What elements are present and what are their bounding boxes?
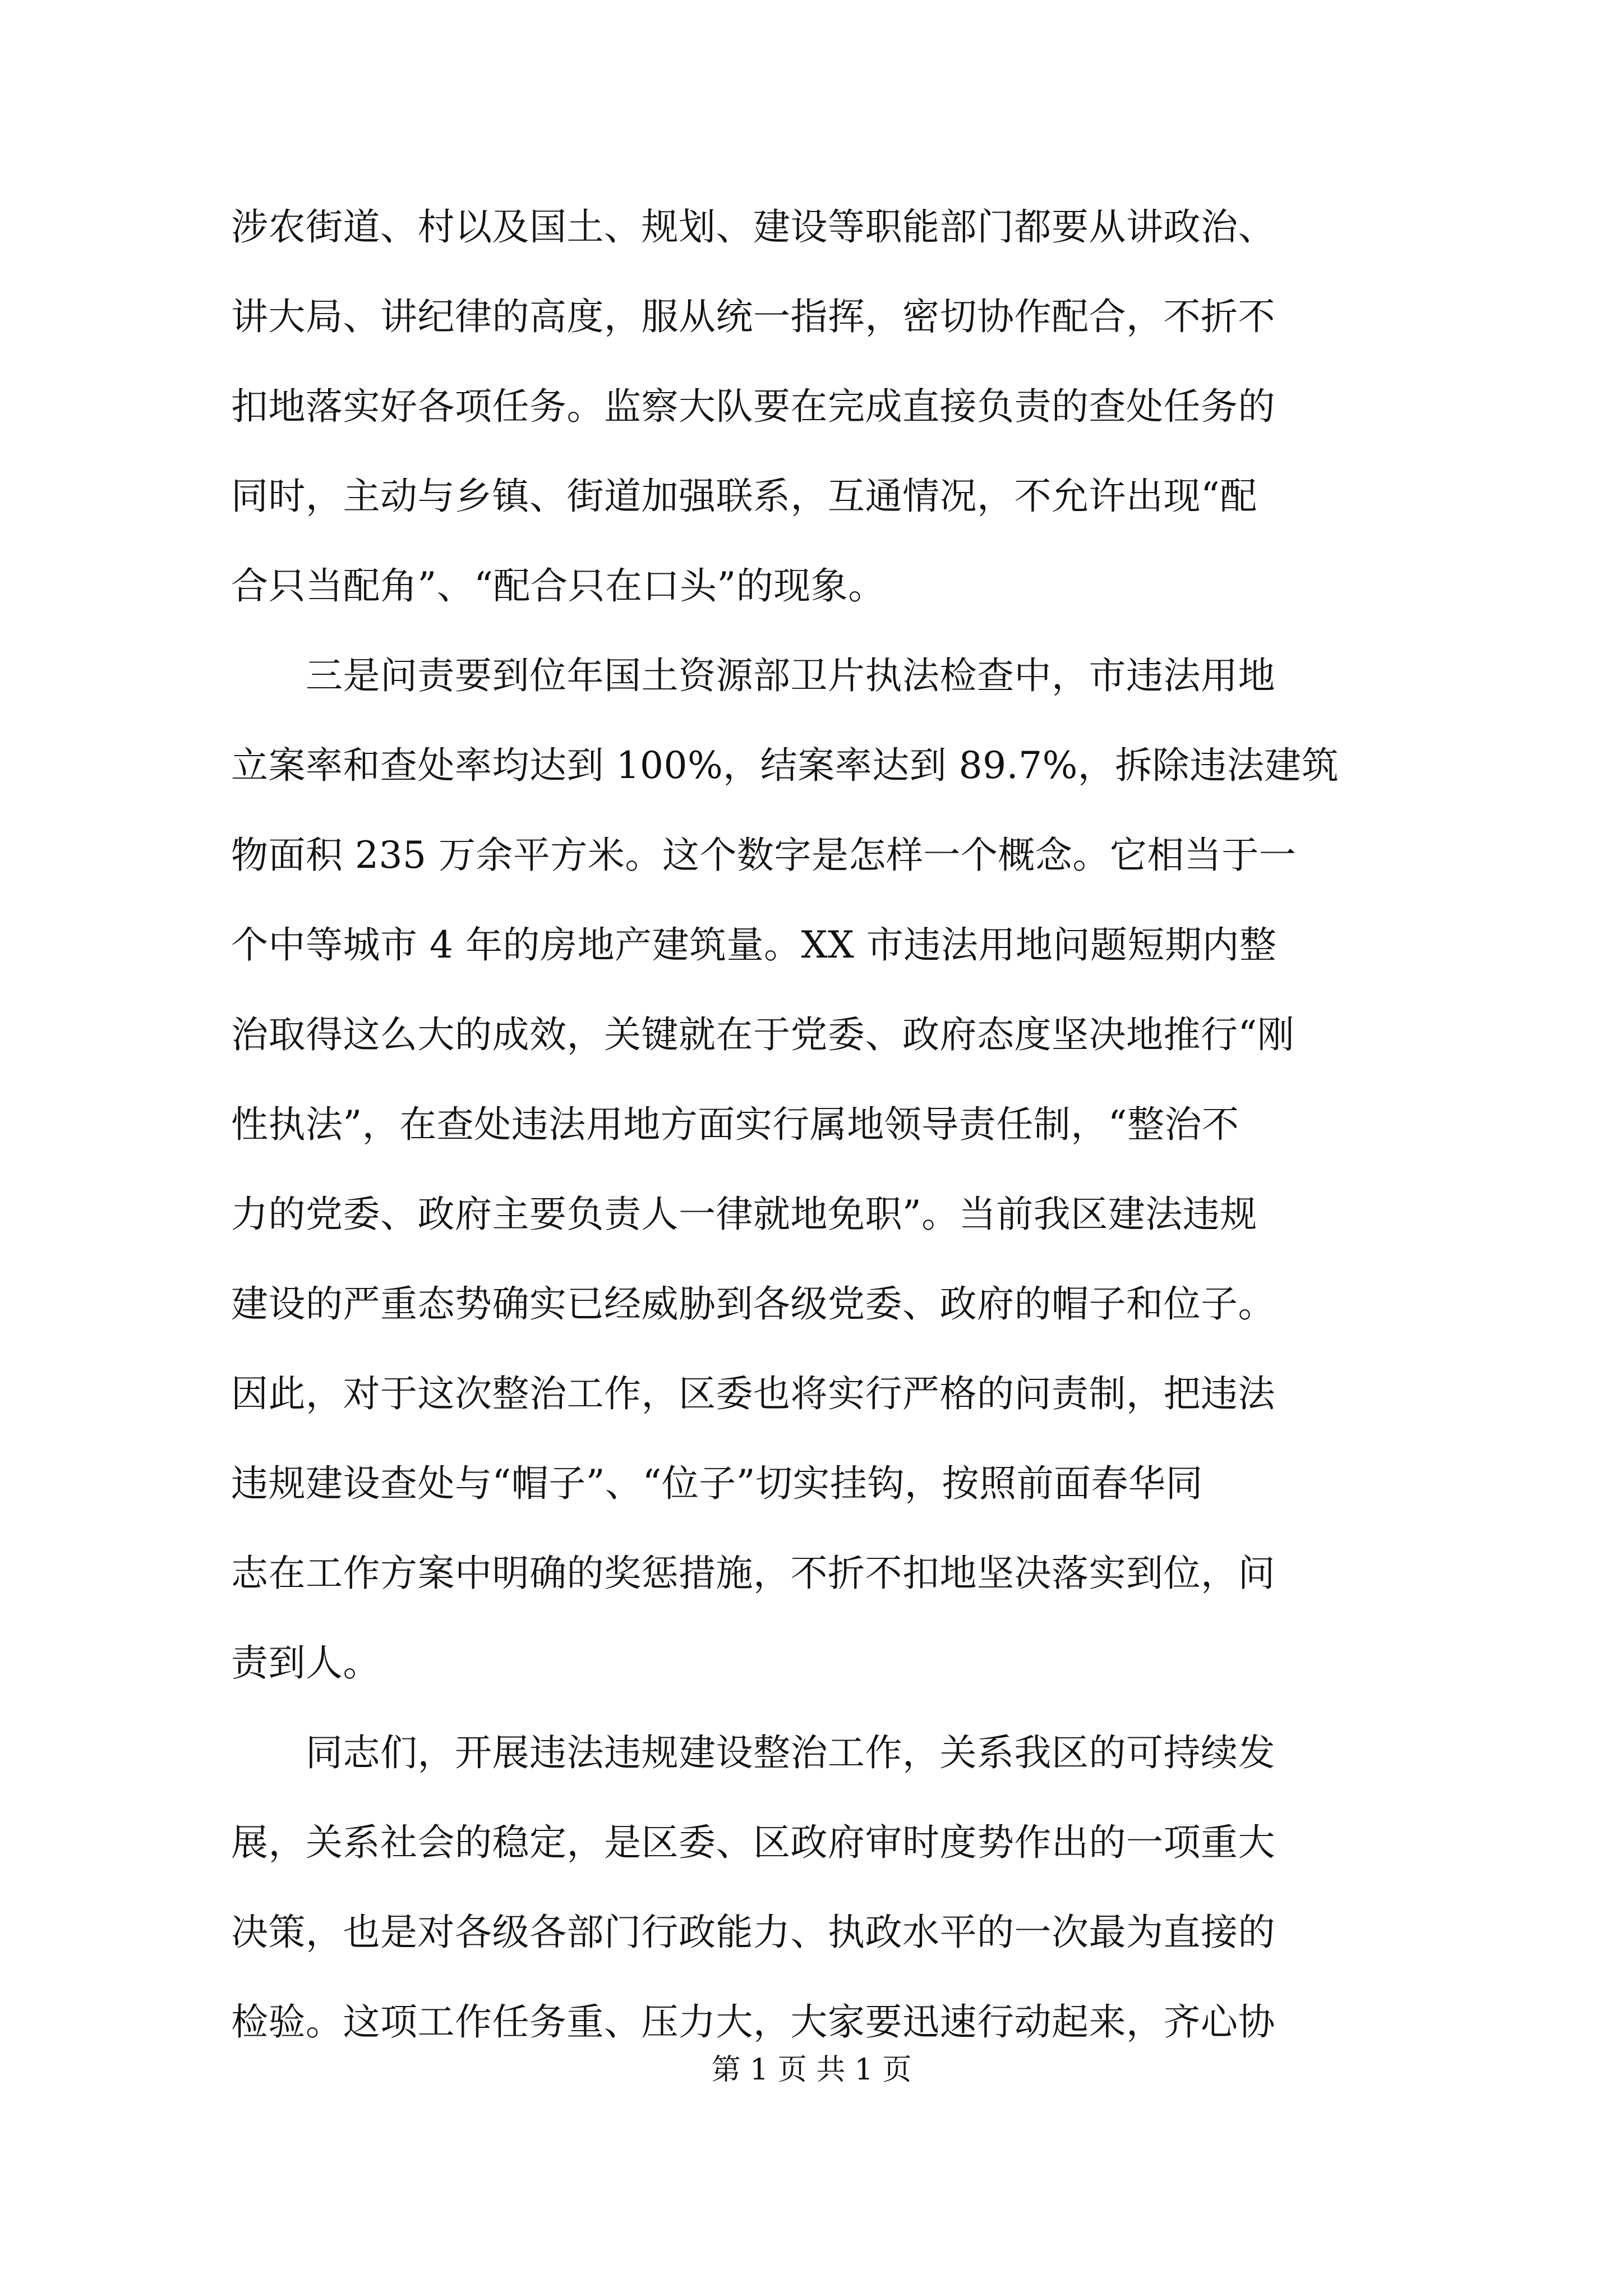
text-line: 责到人。 [231,1641,380,1685]
document-body [231,182,1431,2067]
text-line: 治取得这么大的成效，关键就在于党委、政府态度坚决地推行“刚 [231,1013,1295,1056]
page-footer [0,2050,1623,2090]
text-line: 志在工作方案中明确的奖惩措施，不折不扣地坚决落实到位，问 [231,1552,1275,1595]
text-line: 合只当配角”、“配合只在口头”的现象。 [231,564,886,608]
text-line: 涉农街道、村以及国土、规划、建设等职能部门都要从讲政治、 [231,205,1275,249]
text-line: 同时，主动与乡镇、街道加强联系，互通情况，不允许出现“配 [231,475,1257,518]
text-line: 个中等城市 4 年的房地产建筑量。XX 市违法用地问题短期内整 [231,923,1277,967]
text-line: 扣地落实好各项任务。监察大队要在完成直接负责的查处任务的 [231,385,1275,428]
text-line: 三是问责要到位年国土资源部卫片执法检查中，市违法用地 [231,654,1275,697]
text-line: 展，关系社会的稳定，是区委、区政府审时度势作出的一项重大 [231,1821,1275,1864]
text-line: 同志们，开展违法违规建设整治工作，关系我区的可持续发 [231,1731,1275,1774]
text-line: 因此，对于这次整治工作，区委也将实行严格的问责制，把违法 [231,1372,1275,1415]
text-line: 建设的严重态势确实已经威胁到各级党委、政府的帽子和位子。 [231,1282,1275,1326]
text-line: 讲大局、讲纪律的高度，服从统一指挥，密切协作配合，不折不 [231,295,1275,338]
text-line: 力的党委、政府主要负责人一律就地免职”。当前我区建法违规 [231,1193,1257,1236]
text-line: 性执法”，在查处违法用地方面实行属地领导责任制，“整治不 [231,1103,1239,1146]
page-number: 第 1 页 共 1 页 [711,2053,912,2087]
text-line: 检验。这项工作任务重、压力大，大家要迅速行动起来，齐心协 [231,2000,1275,2044]
text-line: 决策，也是对各级各部门行政能力、执政水平的一次最为直接的 [231,1911,1275,1954]
text-line: 违规建设查处与“帽子”、“位子”切实挂钩，按照前面春华同 [231,1462,1203,1505]
text-line: 立案率和查处率均达到 100%，结案率达到 89.7%，拆除违法建筑 [231,744,1339,787]
text-line: 物面积 235 万余平方米。这个数字是怎样一个概念。它相当于一 [231,834,1297,877]
